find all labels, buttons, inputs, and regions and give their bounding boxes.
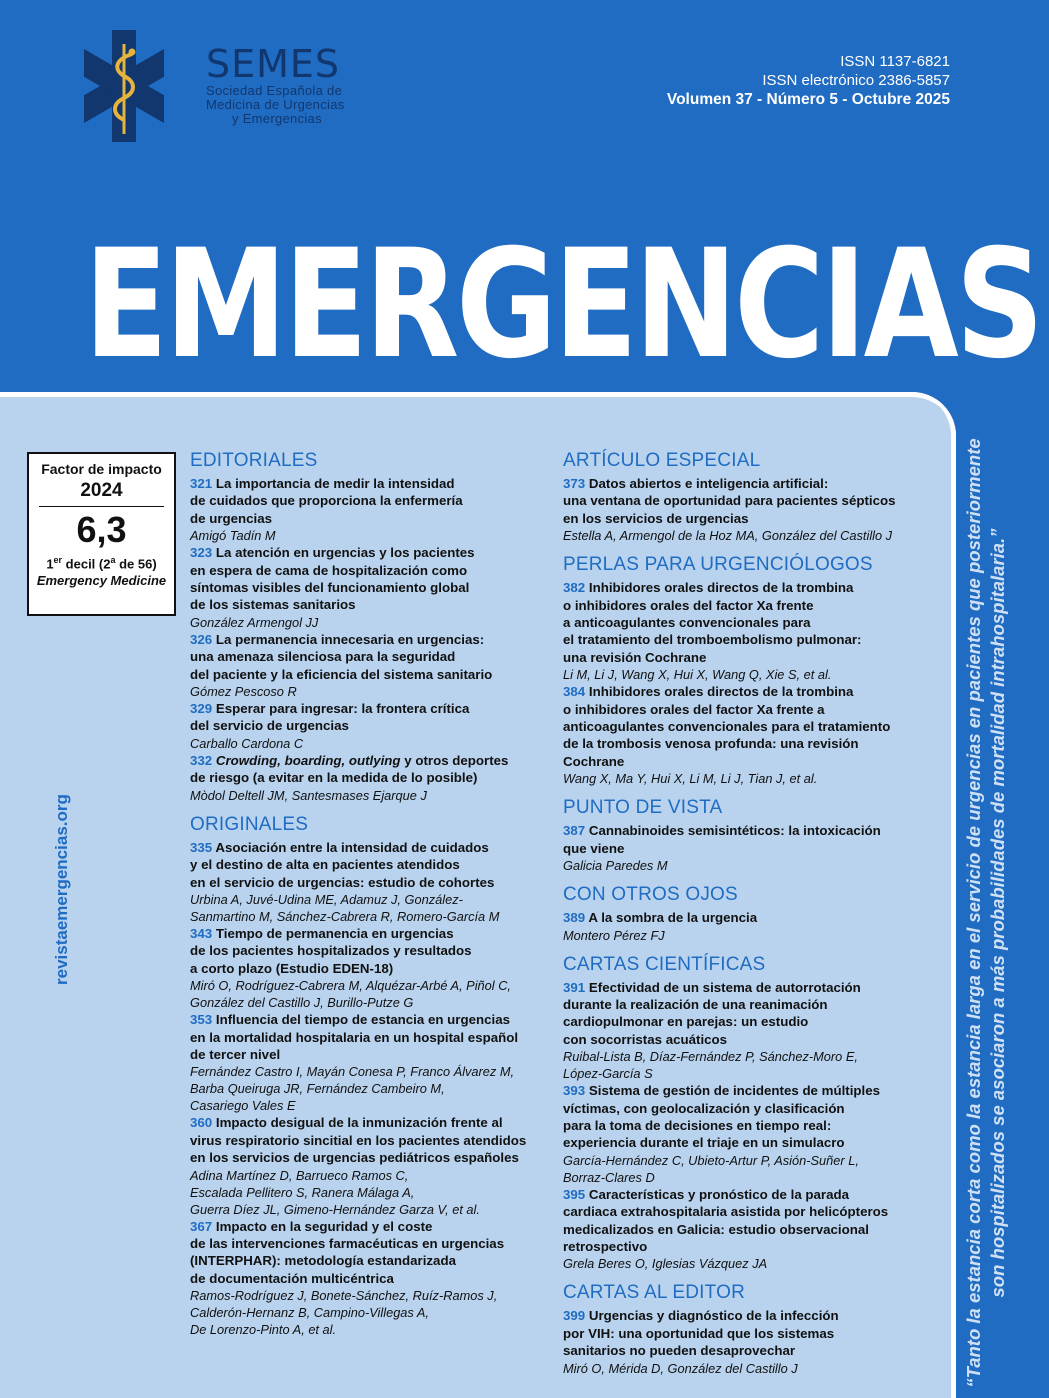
article-title-line: de tercer nivel — [190, 1046, 281, 1062]
article-authors: González del Castillo J, Burillo-Putze G — [190, 995, 414, 1011]
article-title — [563, 909, 923, 926]
article-authors: Sanmartino M, Sánchez-Cabrera R, Romero-García M — [190, 908, 500, 924]
article-title-line: retrospectivo — [563, 1238, 648, 1254]
article-title — [190, 752, 540, 769]
section-heading: PUNTO DE VISTA — [563, 797, 723, 819]
article-authors: Montero Pérez FJ — [563, 927, 665, 943]
article-title — [563, 1031, 923, 1048]
impact-category: Emergency Medicine — [36, 573, 167, 589]
article-title-line: del servicio de urgencias — [190, 718, 349, 734]
article-page: 399 — [563, 1308, 586, 1324]
article-title-line: durante la realización de una reanimación — [563, 996, 828, 1012]
article-authors: Mòdol Deltell JM, Santesmases Ejarque J — [190, 787, 427, 803]
article-authors: Miró O, Mérida D, González del Castillo J — [563, 1360, 798, 1376]
article-title-line: en espera de cama de hospitalización como — [190, 562, 468, 578]
article-title — [190, 510, 540, 527]
article-title — [563, 1186, 923, 1203]
article-title — [190, 1252, 540, 1269]
article-title-line: Inhibidores orales directos de la trombina — [588, 580, 854, 596]
article-entry[interactable] — [190, 475, 540, 544]
contents-column-left — [190, 450, 540, 1338]
article-title — [563, 701, 923, 718]
article-title-line: anticoagulantes convencionales para el tratamiento — [563, 719, 891, 735]
article-title — [563, 1342, 923, 1359]
article-page: 329 — [190, 701, 213, 717]
semes-subtitle: Sociedad Española de Medicina de Urgencias y Emergencias — [206, 83, 345, 126]
article-title-line: Características y pronóstico de la parada — [588, 1186, 850, 1202]
article-title — [563, 1325, 923, 1342]
article-authors: Escalada Pellitero S, Ranera Málaga A, — [190, 1184, 415, 1200]
article-title — [563, 492, 923, 509]
article-title — [190, 492, 540, 509]
article-title — [190, 631, 540, 648]
article-title-line: con socorristas acuáticos — [563, 1031, 728, 1047]
article-title-line: Cannabinoides semisintéticos: la intoxicación — [588, 823, 881, 839]
article-page: 335 — [190, 839, 213, 855]
article-title — [190, 579, 540, 596]
article-title-line: La importancia de medir la intensidad — [215, 476, 455, 491]
article-authors: Guerra Díez JL, Gimeno-Hernández Garza V, et al. — [190, 1201, 480, 1217]
article-title-line: de cuidados que proporciona la enfermería — [190, 493, 463, 509]
article-title — [190, 1132, 540, 1149]
article-title — [190, 1218, 540, 1235]
article-title-line: cardiopulmonar en parejas: un estudio — [563, 1014, 809, 1030]
article-title — [190, 717, 540, 734]
article-title — [190, 475, 540, 492]
article-title — [190, 1046, 540, 1063]
issn-electronic: ISSN electrónico 2386-5857 — [762, 72, 950, 89]
article-title-line: en la mortalidad hospitalaria en un hospital español — [190, 1029, 519, 1045]
article-authors: Estella A, Armengol de la Hoz MA, González del Castillo J — [563, 528, 893, 544]
article-title — [190, 856, 540, 873]
article-title — [190, 960, 540, 977]
article-title-line: a corto plazo (Estudio EDEN-18) — [190, 960, 394, 976]
article-authors: Casariego Vales E — [190, 1098, 296, 1114]
article-title-line: una amenaza silenciosa para la seguridad — [190, 649, 456, 665]
article-title — [190, 1149, 540, 1166]
article-authors: Fernández Castro I, Mayán Conesa P, Franco Álvarez M, — [190, 1064, 515, 1080]
impact-value: 6,3 — [39, 506, 164, 551]
article-title — [563, 649, 923, 666]
article-authors: Carballo Cardona C — [190, 735, 304, 751]
article-title-line: del paciente y la eficiencia del sistema sanitario — [190, 666, 493, 682]
article-entry[interactable] — [190, 752, 540, 804]
section-heading: CARTAS CIENTÍFICAS — [563, 953, 766, 975]
article-title-line: en los servicios de urgencias — [563, 510, 749, 526]
article-entry[interactable] — [190, 544, 540, 631]
article-title — [563, 1238, 923, 1255]
article-title-line: en los servicios de urgencias pediátricos españoles — [190, 1150, 519, 1166]
article-title-line: cardiaca extrahospitalaria asistida por helicópteros — [563, 1204, 889, 1220]
article-authors: Ramos-Rodríguez J, Bonete-Sánchez, Ruíz-Ramos J, — [190, 1288, 498, 1304]
article-entry[interactable] — [563, 979, 923, 1083]
article-authors: Calderón-Hernanz B, Campino-Villegas A, — [190, 1305, 429, 1321]
article-title — [190, 700, 540, 717]
volume-info: Volumen 37 - Número 5 - Octubre 2025 — [666, 91, 950, 108]
article-page: 384 — [563, 684, 586, 700]
article-title — [563, 1203, 923, 1220]
article-entry[interactable] — [563, 1186, 923, 1273]
article-authors: Grela Beres O, Iglesias Vázquez JA — [563, 1256, 768, 1272]
article-title — [563, 614, 923, 631]
article-authors: González Armengol JJ — [190, 614, 319, 630]
article-title — [190, 925, 540, 942]
article-title-line: para la toma de decisiones en tiempo real: — [563, 1117, 832, 1133]
article-title-line: de la trombosis venosa profunda: una revisión — [563, 736, 859, 752]
article-title-line: Datos abiertos e inteligencia artificial: — [588, 476, 829, 491]
article-title — [190, 648, 540, 665]
article-page: 393 — [563, 1083, 586, 1099]
article-title-line: una ventana de oportunidad para pacientes sépticos — [563, 493, 896, 509]
article-authors: López-García S — [563, 1066, 653, 1082]
semes-title: SEMES — [206, 42, 341, 86]
article-page: 326 — [190, 631, 213, 647]
article-page: 382 — [563, 580, 586, 596]
article-title — [563, 822, 923, 839]
article-title — [563, 1100, 923, 1117]
article-entry[interactable] — [563, 822, 923, 874]
article-title — [190, 562, 540, 579]
journal-url[interactable]: revistaemergencias.org — [52, 794, 71, 985]
article-title-line: de riesgo (a evitar en la medida de lo posible) — [190, 770, 478, 786]
impact-year: 2024 — [80, 480, 123, 501]
article-title-line: víctimas, con geolocalización y clasificación — [563, 1100, 845, 1116]
article-title-line: (INTERPHAR): metodología estandarizada — [190, 1253, 456, 1269]
article-title-line: de los sistemas sanitarios — [190, 597, 356, 613]
article-entry[interactable] — [563, 579, 923, 683]
impact-decile: 1er decil (2$^a$ de 56) — [46, 555, 157, 572]
article-page: 367 — [190, 1218, 213, 1234]
article-title — [563, 753, 923, 770]
article-title-line: La permanencia innecesaria en urgencias: — [215, 631, 485, 647]
cover-quote: “Tanto la estancia corta como la estancia larga en el servicio de urgencias en pacientes que posteriormente son hospitalizados se asociaron a más probabilidades de mortalidad intrahospitalaria.” — [963, 438, 1008, 1388]
article-authors: Amigó Tadín M — [190, 528, 276, 544]
article-page: 395 — [563, 1186, 586, 1202]
article-title-line: Sistema de gestión de incidentes de múltiples — [588, 1083, 881, 1099]
article-title — [190, 666, 540, 683]
article-title — [190, 1029, 540, 1046]
article-entry[interactable] — [190, 1218, 540, 1339]
article-entry[interactable] — [563, 475, 923, 544]
article-title — [563, 840, 923, 857]
section-heading: ARTÍCULO ESPECIAL — [563, 450, 761, 471]
article-page: 360 — [190, 1115, 213, 1131]
article-title-line: en el servicio de urgencias: estudio de cohortes — [190, 874, 495, 890]
article-title-line: medicalizados en Galicia: estudio observacional — [563, 1221, 869, 1237]
article-title — [563, 1134, 923, 1151]
article-title-line: Impacto desigual de la inmunización frente al — [215, 1115, 503, 1131]
article-entry[interactable] — [190, 925, 540, 1011]
article-title-line: por VIH: una oportunidad que los sistemas — [563, 1325, 835, 1341]
article-title — [563, 683, 923, 700]
article-title — [190, 1011, 540, 1028]
article-entry[interactable] — [190, 1114, 540, 1217]
section-heading: EDITORIALES — [190, 450, 318, 471]
article-title-line: de las intervenciones farmacéuticas en urgencias — [190, 1235, 505, 1251]
article-title-line: de urgencias — [190, 510, 273, 526]
article-title — [190, 769, 540, 786]
article-title-line: Impacto en la seguridad y el coste — [215, 1218, 433, 1234]
article-title-line: sanitarios no pueden desaprovechar — [563, 1343, 796, 1359]
article-title — [563, 1221, 923, 1238]
article-page: 321 — [190, 476, 213, 491]
article-title-line: virus respiratorio sincitial en los pacientes atendidos — [190, 1132, 527, 1148]
article-entry[interactable] — [190, 700, 540, 752]
article-title — [563, 718, 923, 735]
article-title — [563, 631, 923, 648]
article-title-line: y el destino de alta en pacientes atendidos — [190, 857, 460, 873]
star-of-life-icon — [84, 30, 164, 142]
section-heading: ORIGINALES — [190, 813, 309, 835]
article-title-line: Urgencias y diagnóstico de la infección — [588, 1308, 839, 1324]
article-title — [563, 1307, 923, 1324]
article-title-line: experiencia durante el triaje en un simulacro — [563, 1135, 845, 1151]
section-heading: CON OTROS OJOS — [563, 884, 738, 906]
article-page: 332 — [190, 752, 213, 768]
article-entry[interactable] — [190, 631, 540, 700]
article-authors: Adina Martínez D, Barrueco Ramos C, — [190, 1167, 409, 1183]
journal-title: EMERGENCIAS — [84, 218, 1041, 392]
article-title-line: Inhibidores orales directos de la trombina — [588, 684, 854, 700]
article-title — [190, 942, 540, 959]
article-title-line: La atención en urgencias y los pacientes — [215, 545, 475, 561]
article-title-line: Esperar para ingresar: la frontera crítica — [215, 701, 470, 717]
article-page: 353 — [190, 1012, 213, 1028]
article-entry[interactable] — [190, 839, 540, 925]
article-entry[interactable] — [563, 1307, 923, 1376]
article-title — [190, 839, 540, 856]
article-title — [563, 1117, 923, 1134]
issn-block — [667, 52, 950, 109]
article-title-line: Influencia del tiempo de estancia en urgencias — [215, 1012, 510, 1028]
section-heading: CARTAS AL EDITOR — [563, 1282, 745, 1304]
article-page: 389 — [563, 910, 586, 926]
article-title-line: o inhibidores orales del factor Xa frente a — [563, 701, 825, 717]
article-entry[interactable] — [563, 909, 923, 943]
article-title-line: de documentación multicéntrica — [190, 1270, 394, 1286]
article-title — [563, 1082, 923, 1099]
article-title — [190, 1114, 540, 1131]
article-entry[interactable] — [190, 1011, 540, 1114]
article-title — [190, 1235, 540, 1252]
article-title — [563, 475, 923, 492]
article-title-line: o inhibidores orales del factor Xa frente — [563, 597, 814, 613]
article-title-line: Crowding, boarding, outlying y otros deportes — [215, 752, 509, 768]
article-entry[interactable] — [563, 683, 923, 787]
article-title — [563, 1013, 923, 1030]
article-authors: Ruibal-Lista B, Díaz-Fernández P, Sánchez-Moro E, — [563, 1049, 858, 1065]
article-authors: Urbina A, Juvé-Udina ME, Adamuz J, González- — [190, 891, 463, 907]
article-title — [563, 597, 923, 614]
article-title — [563, 510, 923, 527]
article-title-line: síntomas visibles del funcionamiento global — [190, 580, 470, 596]
article-title-line: el tratamiento del tromboembolismo pulmonar: — [563, 632, 862, 648]
article-authors: Barba Queiruga JR, Fernández Cambeiro M, — [190, 1081, 445, 1097]
article-title — [190, 596, 540, 613]
article-title — [563, 979, 923, 996]
article-title-line: a anticoagulantes convencionales para — [563, 615, 811, 631]
article-title-line: de los pacientes hospitalizados y resultados — [190, 943, 472, 959]
article-title-line: Cochrane — [563, 753, 625, 769]
article-title — [190, 544, 540, 561]
article-title — [190, 1270, 540, 1287]
article-title-line: Asociación entre la intensidad de cuidados — [215, 839, 489, 855]
article-page: 391 — [563, 979, 586, 995]
article-title — [190, 874, 540, 891]
section-heading: PERLAS PARA URGENCIÓLOGOS — [563, 554, 873, 576]
article-authors: Borraz-Clares D — [563, 1169, 655, 1185]
article-title-line: Tiempo de permanencia en urgencias — [215, 925, 454, 941]
article-title-line: una revisión Cochrane — [563, 649, 707, 665]
article-title-line: que viene — [563, 840, 625, 856]
contents-column-right — [563, 450, 923, 1377]
article-title — [563, 735, 923, 752]
article-title-line: A la sombra de la urgencia — [588, 910, 758, 926]
article-authors: Galicia Paredes M — [563, 858, 668, 874]
impact-label: Factor de impacto — [41, 461, 162, 477]
article-authors: Li M, Li J, Wang X, Hui X, Wang Q, Xie S, et al. — [563, 667, 832, 683]
article-title — [563, 996, 923, 1013]
article-entry[interactable] — [563, 1082, 923, 1186]
article-authors: Wang X, Ma Y, Hui X, Li M, Li J, Tian J, et al. — [563, 771, 818, 787]
article-authors: García-Hernández C, Ubieto-Artur P, Asión-Suñer L, — [563, 1152, 859, 1168]
article-page: 373 — [563, 476, 586, 491]
article-authors: De Lorenzo-Pinto A, et al. — [190, 1322, 337, 1338]
article-page: 387 — [563, 823, 586, 839]
article-title-line: Efectividad de un sistema de autorrotación — [588, 979, 861, 995]
issn-print: ISSN 1137-6821 — [840, 53, 950, 70]
article-page: 343 — [190, 925, 213, 941]
article-page: 323 — [190, 545, 213, 561]
article-authors: Gómez Pescoso R — [190, 684, 297, 700]
impact-factor-box — [27, 452, 176, 616]
article-authors: Miró O, Rodríguez-Cabrera M, Alquézar-Arbé A, Piñol C, — [190, 978, 511, 994]
article-title — [563, 579, 923, 596]
